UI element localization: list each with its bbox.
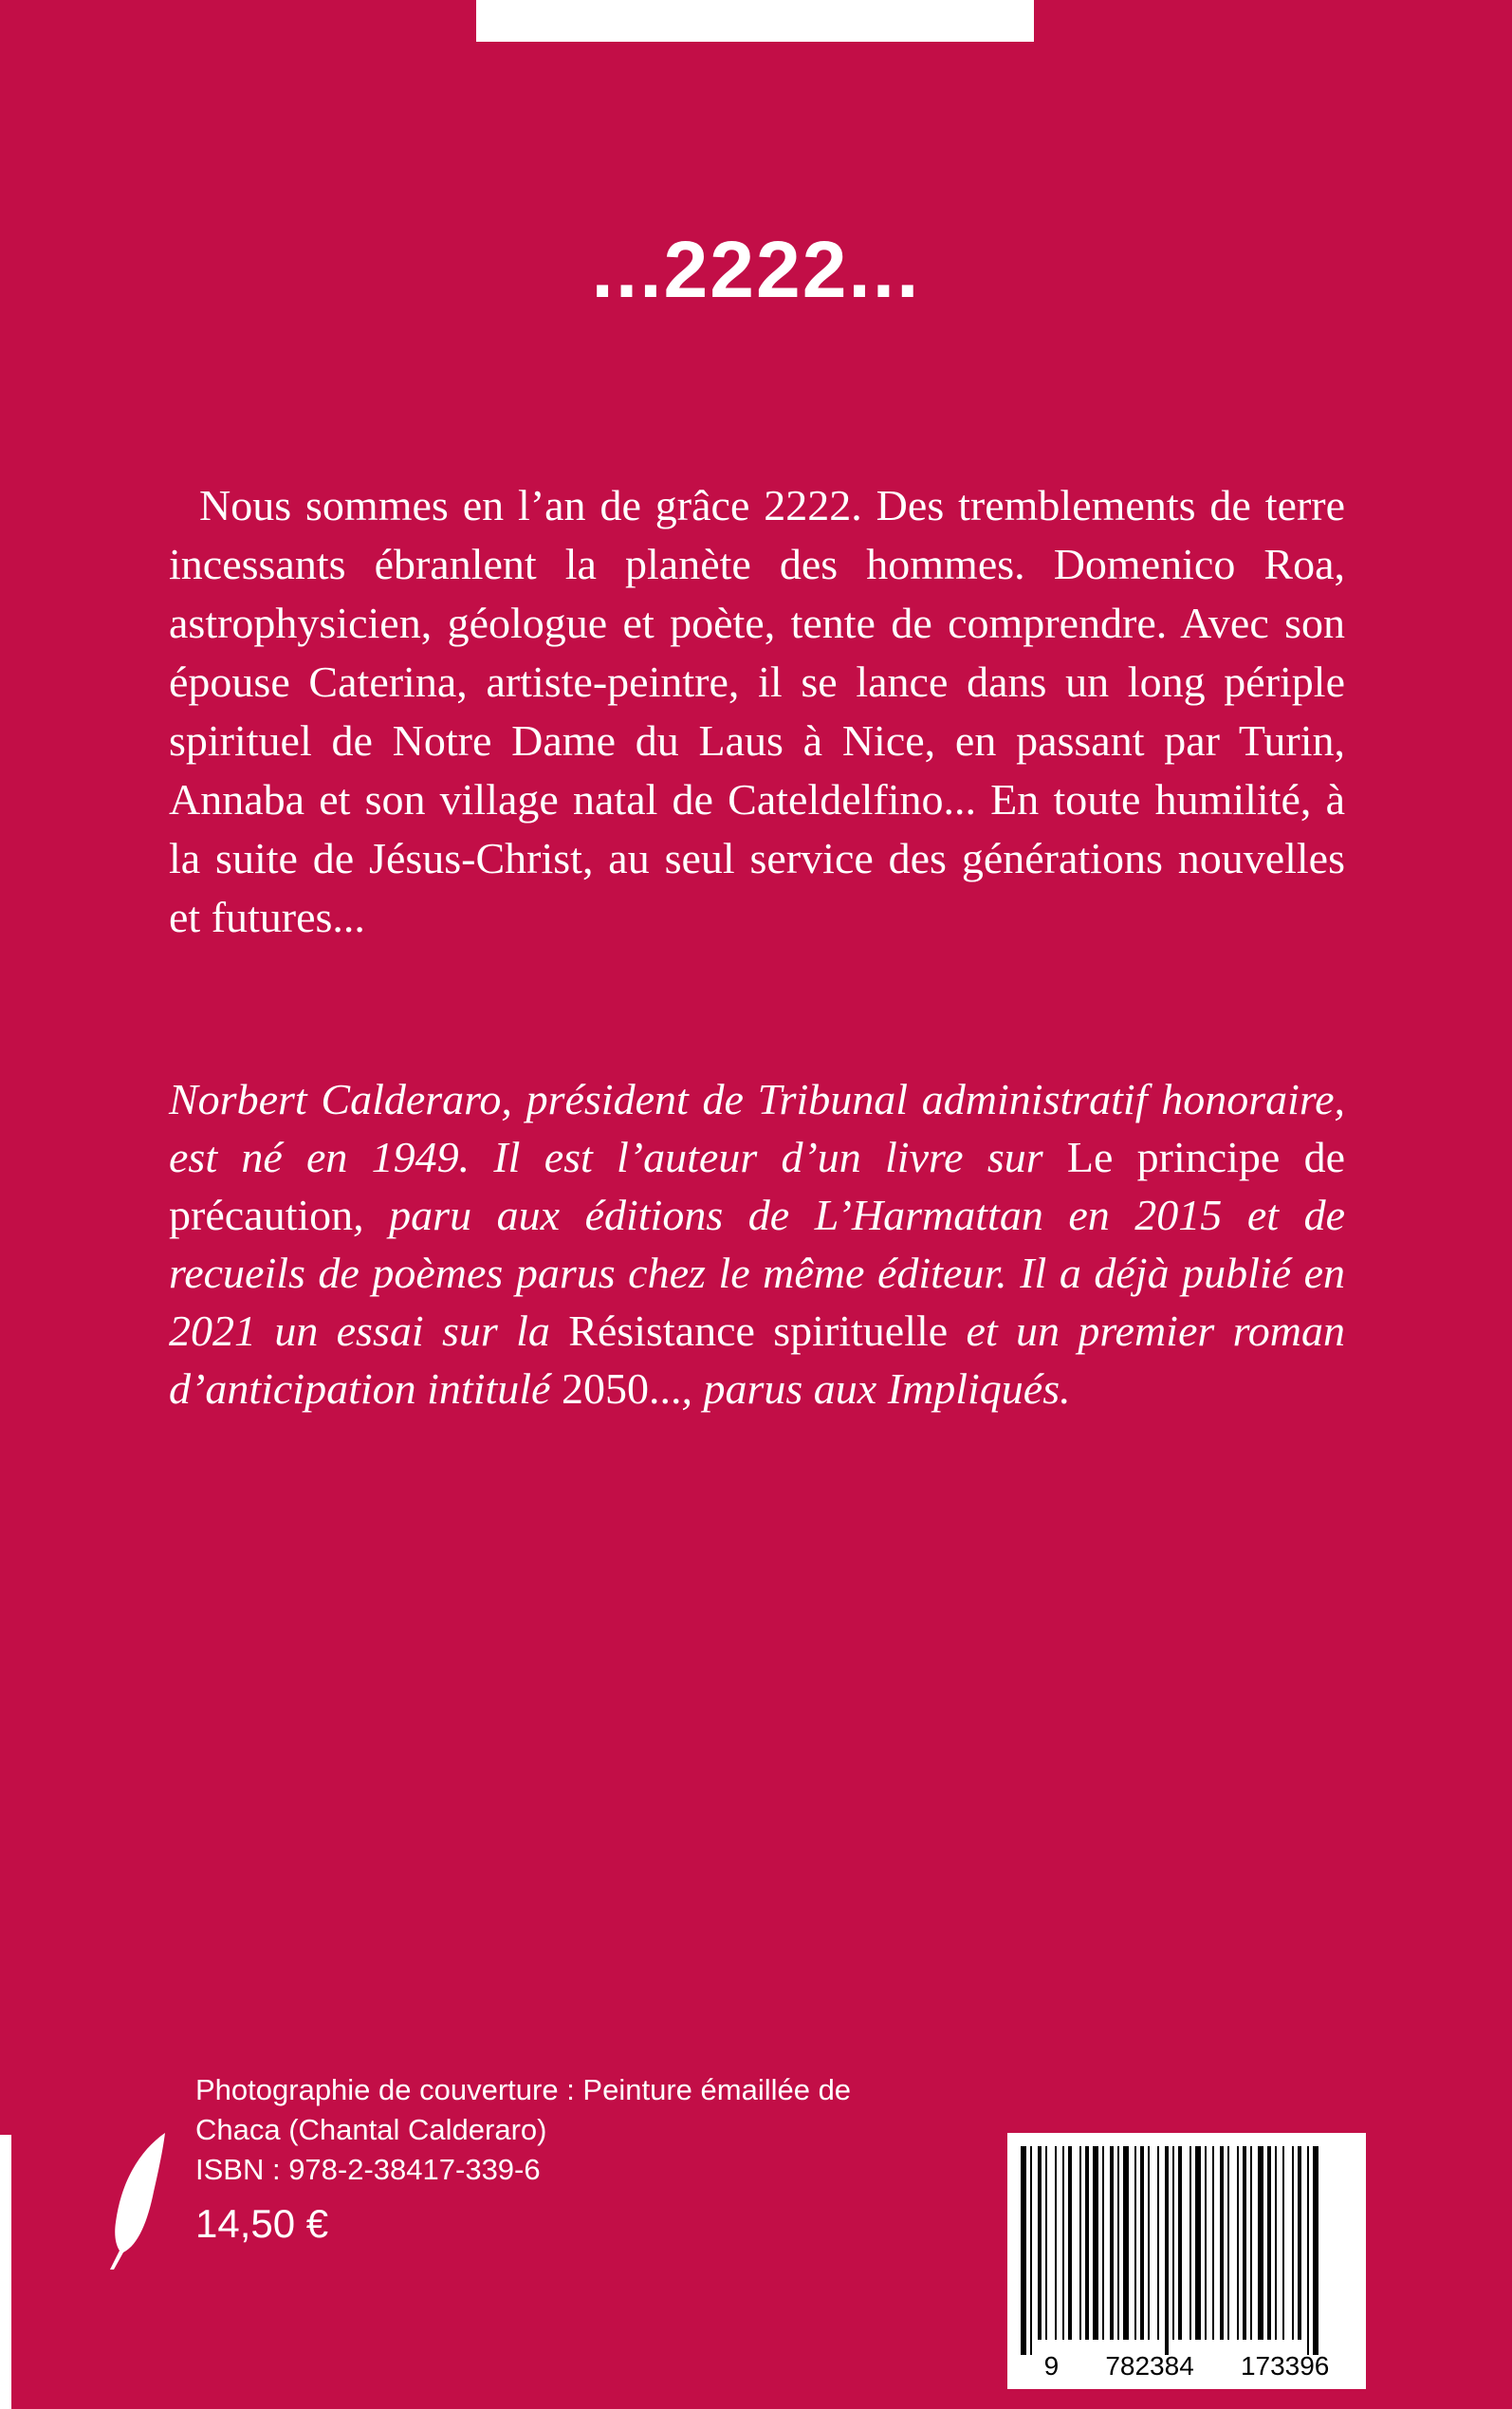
barcode-bar [1165, 2146, 1169, 2355]
barcode-bar [1030, 2146, 1032, 2355]
price-text: 14,50 € [195, 2201, 329, 2246]
barcode-bar [1250, 2146, 1252, 2340]
barcode-bar [1243, 2146, 1246, 2340]
barcode-bar [1267, 2146, 1271, 2340]
barcode-bar [1227, 2146, 1229, 2340]
barcode-bar [1021, 2146, 1026, 2355]
barcode-bar [1195, 2146, 1201, 2340]
barcode-digits [1007, 2351, 1366, 2381]
barcode-bar [1085, 2146, 1089, 2340]
author-bio-part1: Norbert Calderaro, président de Tribunal administratif honoraire, est né en 1949. Il est l’auteur d’un livre sur [169, 1075, 1345, 1181]
left-white-tab [0, 2135, 11, 2409]
feather-icon [102, 2129, 171, 2271]
barcode-bar [1055, 2146, 1057, 2340]
barcode-bar [1117, 2146, 1119, 2340]
credits-block [195, 2070, 973, 2254]
author-book1: Le principe de précaution [169, 1133, 1345, 1239]
photo-credit-line2: Chaca (Chantal Calderaro) [195, 2113, 547, 2146]
barcode-bar [1079, 2146, 1081, 2340]
barcode-bar [1275, 2146, 1277, 2340]
barcode-bar [1220, 2146, 1224, 2340]
author-book2: Résistance spirituelle [568, 1306, 949, 1355]
barcode-digits-right: 173396 [1240, 2351, 1330, 2381]
barcode-bar [1093, 2146, 1098, 2340]
author-bio [169, 1070, 1345, 1418]
barcode-bar [1062, 2146, 1064, 2340]
barcode-bar [1140, 2146, 1144, 2340]
author-bio-part4: , parus aux Impliqués. [681, 1364, 1071, 1413]
barcode-bar [1102, 2146, 1104, 2340]
barcode-bar [1205, 2146, 1207, 2340]
barcode-bar [1110, 2146, 1114, 2340]
barcode-bar [1258, 2146, 1263, 2340]
author-bio-part3: et un premier roman d’anticipation intitulé [169, 1306, 1346, 1413]
barcode-bar [1189, 2146, 1191, 2340]
barcode-bar [1178, 2146, 1182, 2340]
barcode-bar [1313, 2146, 1318, 2355]
barcode-bar [1307, 2146, 1309, 2355]
photo-credit-line1: Photographie de couverture : Peinture émaillée de [195, 2073, 852, 2106]
top-white-tab [476, 0, 1034, 42]
barcode-bar [1134, 2146, 1136, 2340]
barcode-digits-left: 782384 [1105, 2351, 1194, 2381]
barcode-bar [1282, 2146, 1284, 2340]
book-blurb: Nous sommes en l’an de grâce 2222. Des tremblements de terre incessants ébranlent la planète des hommes. Domenico Roa, astrophysicien, géologue et poète, tente de comprendre. Avec son épouse Caterina, artiste-peintre, il se lance dans un long périple spirituel de Notre Dame du Laus à Nice, en passant par Turin, Annaba et son village natal de Cateldelfino... En toute humilité, à la suite de Jésus-Christ, au seul service des générations nouvelles et futures... [169, 481, 1345, 941]
author-book3: 2050... [561, 1364, 682, 1413]
barcode-bar [1045, 2146, 1047, 2340]
barcode-bar [1123, 2146, 1129, 2340]
author-bio-part2: , paru aux éditions de L’Harmattan en 2015 et de recueils de poèmes parus chez le même éditeur. Il a déjà publié en 2021 un essai sur la [169, 1191, 1345, 1355]
barcode-bar [1237, 2146, 1239, 2340]
barcode-digit-first: 9 [1043, 2351, 1060, 2381]
barcode-bar [1298, 2146, 1301, 2340]
isbn-text: ISBN : 978-2-38417-339-6 [195, 2153, 541, 2186]
barcode [1007, 2133, 1366, 2389]
barcode-bar [1292, 2146, 1294, 2340]
barcode-bar [1157, 2146, 1159, 2340]
barcode-bar [1068, 2146, 1072, 2340]
book-title: ...2222... [591, 225, 921, 314]
barcode-bar [1148, 2146, 1150, 2340]
barcode-bar [1038, 2146, 1042, 2340]
barcode-bar [1212, 2146, 1214, 2340]
barcode-bar [1172, 2146, 1174, 2340]
